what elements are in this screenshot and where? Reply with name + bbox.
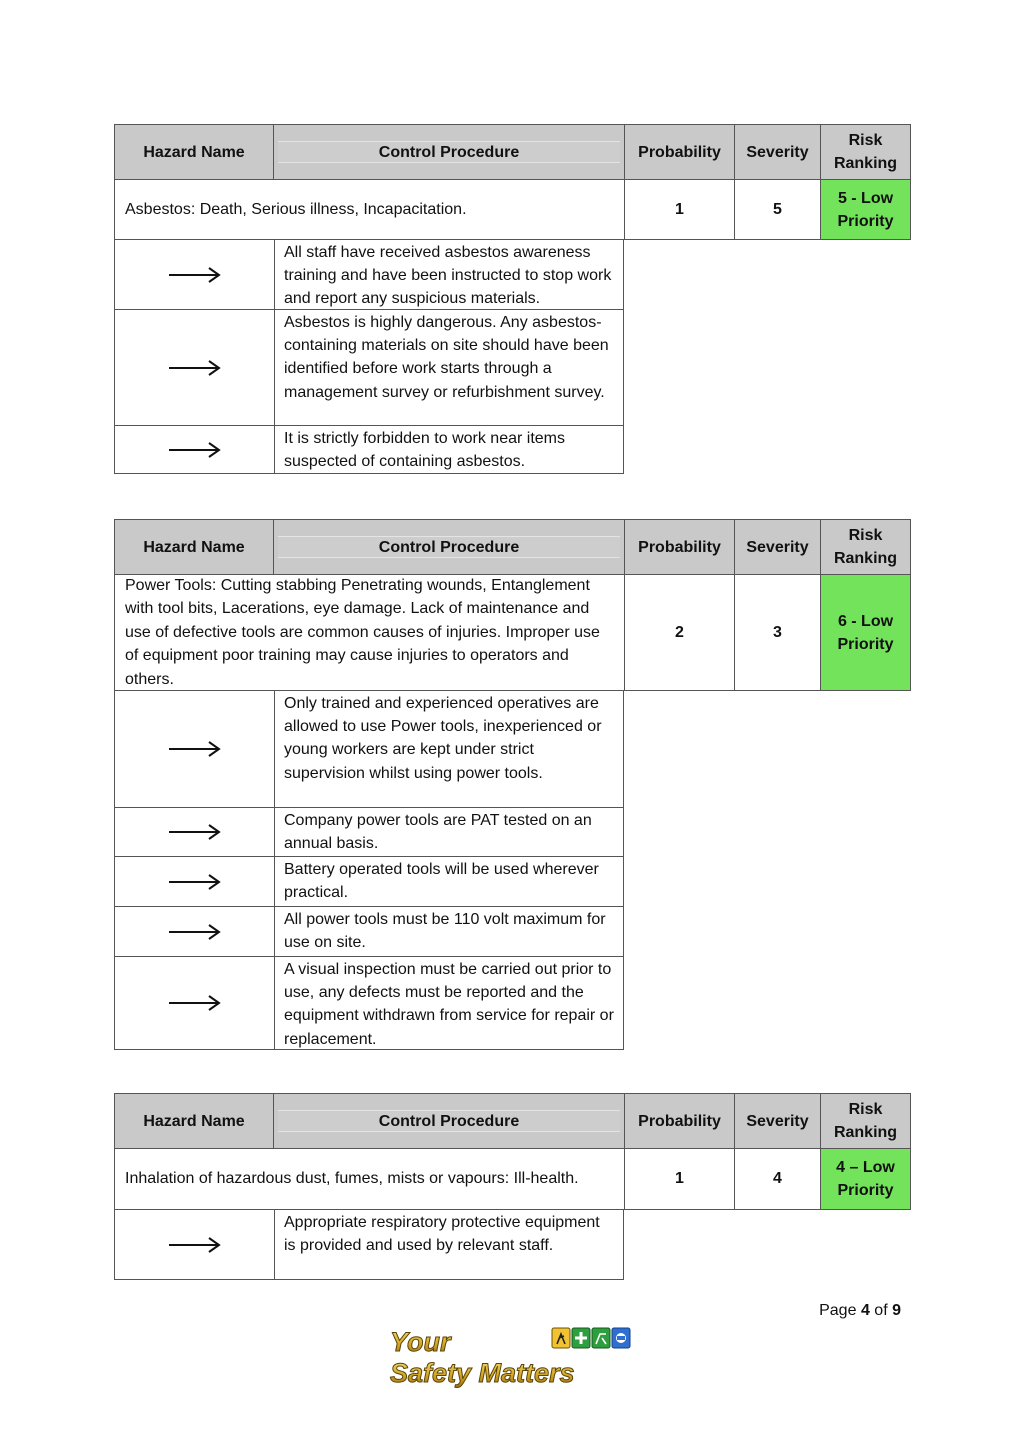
control-row [114, 691, 624, 808]
header-ranking: Ranking [833, 155, 898, 172]
control-text: It is strictly forbidden to work near items suspected of containing asbestos. [274, 426, 624, 474]
risk-priority: Priority [837, 635, 894, 653]
control-row [114, 957, 624, 1050]
risk-table-power-tools [114, 519, 911, 1050]
header-control-procedure: Control Procedure [378, 538, 520, 556]
header-severity: Severity [746, 143, 809, 161]
header-control-procedure: Control Procedure [378, 143, 520, 161]
logo-text-your: Your [390, 1327, 451, 1357]
risk-ranking-badge [820, 1149, 911, 1210]
hazard-row [114, 1149, 911, 1210]
control-text: Battery operated tools will be used wherever practical. [274, 857, 624, 907]
header-hazard-name: Hazard Name [143, 1112, 245, 1130]
hazard-description: Asbestos: Death, Serious illness, Incapacitation. [114, 180, 624, 240]
arrow-right-icon [168, 873, 222, 891]
probability-value: 2 [624, 575, 734, 691]
hazard-row [114, 575, 911, 691]
arrow-right-icon [168, 359, 222, 377]
probability-value: 1 [624, 180, 734, 240]
control-text: Only trained and experienced operatives are allowed to use Power tools, inexperienced or young workers are kept under strict supervision whilst using power tools. [274, 691, 624, 808]
severity-value: 5 [734, 180, 820, 240]
header-risk: Risk [848, 132, 883, 149]
hazard-row [114, 180, 911, 240]
header-risk: Risk [848, 527, 883, 544]
arrow-right-icon [168, 1236, 222, 1254]
control-row [114, 426, 624, 474]
control-row [114, 240, 624, 310]
control-row [114, 310, 624, 426]
header-severity: Severity [746, 538, 809, 556]
safety-signs-icon [552, 1328, 630, 1348]
control-row [114, 808, 624, 857]
header-hazard-name: Hazard Name [143, 143, 245, 161]
hazard-description: Inhalation of hazardous dust, fumes, mists or vapours: Ill-health. [114, 1149, 624, 1210]
risk-table-asbestos [114, 124, 911, 474]
arrow-right-icon [168, 266, 222, 284]
logo-text-safety-matters: Safety Matters [390, 1358, 575, 1388]
control-text: Company power tools are PAT tested on an annual basis. [274, 808, 624, 857]
probability-value: 1 [624, 1149, 734, 1210]
severity-value: 4 [734, 1149, 820, 1210]
control-text: All staff have received asbestos awareness training and have been instructed to stop work and report any suspicious materials. [274, 240, 624, 310]
header-hazard-name: Hazard Name [143, 538, 245, 556]
control-text: A visual inspection must be carried out prior to use, any defects must be reported and the equipment withdrawn from service for repair or replacement. [274, 957, 624, 1050]
header-control-procedure: Control Procedure [378, 1112, 520, 1130]
risk-score: 5 - Low [837, 189, 894, 207]
control-text: All power tools must be 110 volt maximum for use on site. [274, 907, 624, 957]
header-probability: Probability [638, 538, 721, 556]
risk-priority: Priority [837, 1182, 894, 1199]
page-number: Page 4 of 9 [819, 1302, 901, 1319]
risk-table-hazardous-dust [114, 1093, 911, 1280]
risk-priority: Priority [837, 212, 894, 230]
control-text: Appropriate respiratory protective equipment is provided and used by relevant staff. [274, 1210, 624, 1280]
table-header [114, 124, 911, 180]
risk-ranking-badge [820, 180, 911, 240]
header-ranking: Ranking [833, 1124, 898, 1141]
control-row [114, 907, 624, 957]
control-row [114, 857, 624, 907]
header-probability: Probability [638, 143, 721, 161]
arrow-right-icon [168, 823, 222, 841]
hazard-description: Power Tools: Cutting stabbing Penetrating wounds, Entanglement with tool bits, Lacerations, eye damage. Lack of maintenance and use of defective tools are common causes of injuries. Improper use of equipment poor training may cause injuries to operators and others. [114, 575, 624, 691]
header-risk: Risk [848, 1101, 883, 1118]
risk-ranking-badge [820, 575, 911, 691]
header-probability: Probability [638, 1112, 721, 1130]
control-row [114, 1210, 624, 1280]
table-header [114, 519, 911, 575]
arrow-right-icon [168, 994, 222, 1012]
risk-score: 6 - Low [837, 612, 894, 630]
arrow-right-icon [168, 441, 222, 459]
risk-score: 4 – Low [836, 1159, 895, 1176]
control-text: Asbestos is highly dangerous. Any asbestos-containing materials on site should have been identified before work starts through a management survey or refurbishment survey. [274, 310, 624, 426]
table-header [114, 1093, 911, 1149]
your-safety-matters-logo [388, 1324, 638, 1390]
header-severity: Severity [746, 1112, 809, 1130]
arrow-right-icon [168, 923, 222, 941]
severity-value: 3 [734, 575, 820, 691]
arrow-right-icon [168, 740, 222, 758]
header-ranking: Ranking [833, 550, 898, 567]
